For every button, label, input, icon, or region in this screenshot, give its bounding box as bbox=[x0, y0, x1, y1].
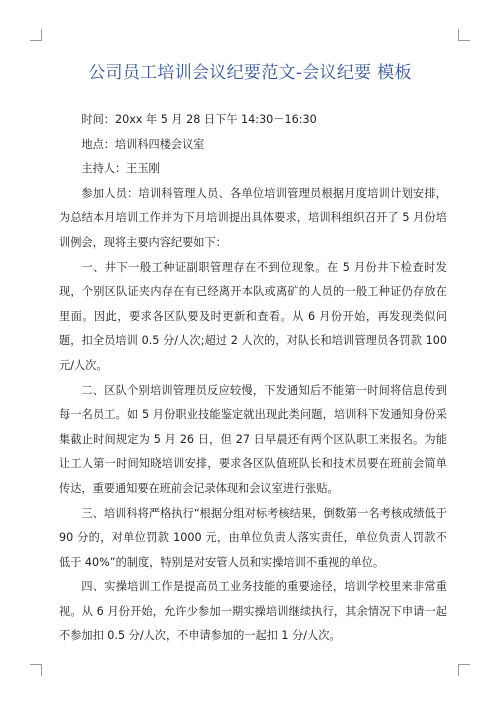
meeting-time: 时间：20xx 年 5 月 28 日下午 14:30－16:30 bbox=[81, 113, 317, 126]
corner-mark-top-right-h bbox=[458, 40, 470, 41]
meeting-host: 主持人：王玉刚 bbox=[81, 162, 160, 176]
corner-mark-bottom-right-v bbox=[458, 664, 459, 676]
document-body bbox=[59, 108, 447, 649]
corner-mark-bottom-left-v bbox=[41, 664, 42, 676]
meeting-place: 地点：培训科四楼会议室 bbox=[81, 137, 205, 151]
paragraph-attendees: 参加人员：培训科管理人员、各单位培训管理员根据月度培训计划安排，为总结本月培训工作并为下月培训提出具体要求，培训科组织召开了 5 月份培训例会，现将主要内容纪要如下： bbox=[59, 186, 447, 249]
paragraph-item-3: 三、培训科将严格执行“根据分组对标考核结果，倒数第一名考核成绩低于 90 分的，对单位罚款 1000 元，由单位负责人落实责任，单位负责人罚款不低于 40%”的制度，特别是对安管人员和实操培训不重视的单位。 bbox=[59, 506, 447, 569]
paragraph-item-2: 二、区队个别培训管理员反应较慢，下发通知后不能第一时间将信息传到每一名员工。如 5 月份职业技能鉴定就出现此类问题，培训科下发通知身份采集截止时间规定为 5 月 26 日，但 27 日早晨还有两个区队职工来报名。为能让工人第一时间知晓培训安排，要求各区队值班队长和技术员要在班前会简单传达，重要通知要在班前会记录体现和会议室进行张贴。 bbox=[59, 383, 447, 495]
document-title: 公司员工培训会议纪要范文-会议纪要 模板 bbox=[88, 63, 412, 83]
corner-mark-top-right-v bbox=[458, 29, 459, 41]
corner-mark-top-left-v bbox=[41, 29, 42, 41]
corner-mark-bottom-right-h bbox=[458, 664, 470, 665]
paragraph-item-4: 四、实操培训工作是提高员工业务技能的重要途径，培训学校里来非常重视。从 6 月份开始，允许少参加一期实操培训继续执行，其余情况下申请一起不参加扣 0.5 分/人次，不申请参加的一起扣 1 分/人次。 bbox=[59, 580, 447, 643]
paragraph-item-1: 一、井下一般工种证副职管理存在不到位现象。在 5 月份井下检查时发现，个别区队证夹内存在有已经离开本队或离矿的人员的一般工种证仍存放在里面。因此，要求各区队要及时更新和查看。从 6 月份开始，再发现类似问题，扣全员培训 0.5 分/人次;超过 2 人次的，对队长和培训管理员各罚款 100 元/人次。 bbox=[59, 260, 447, 372]
